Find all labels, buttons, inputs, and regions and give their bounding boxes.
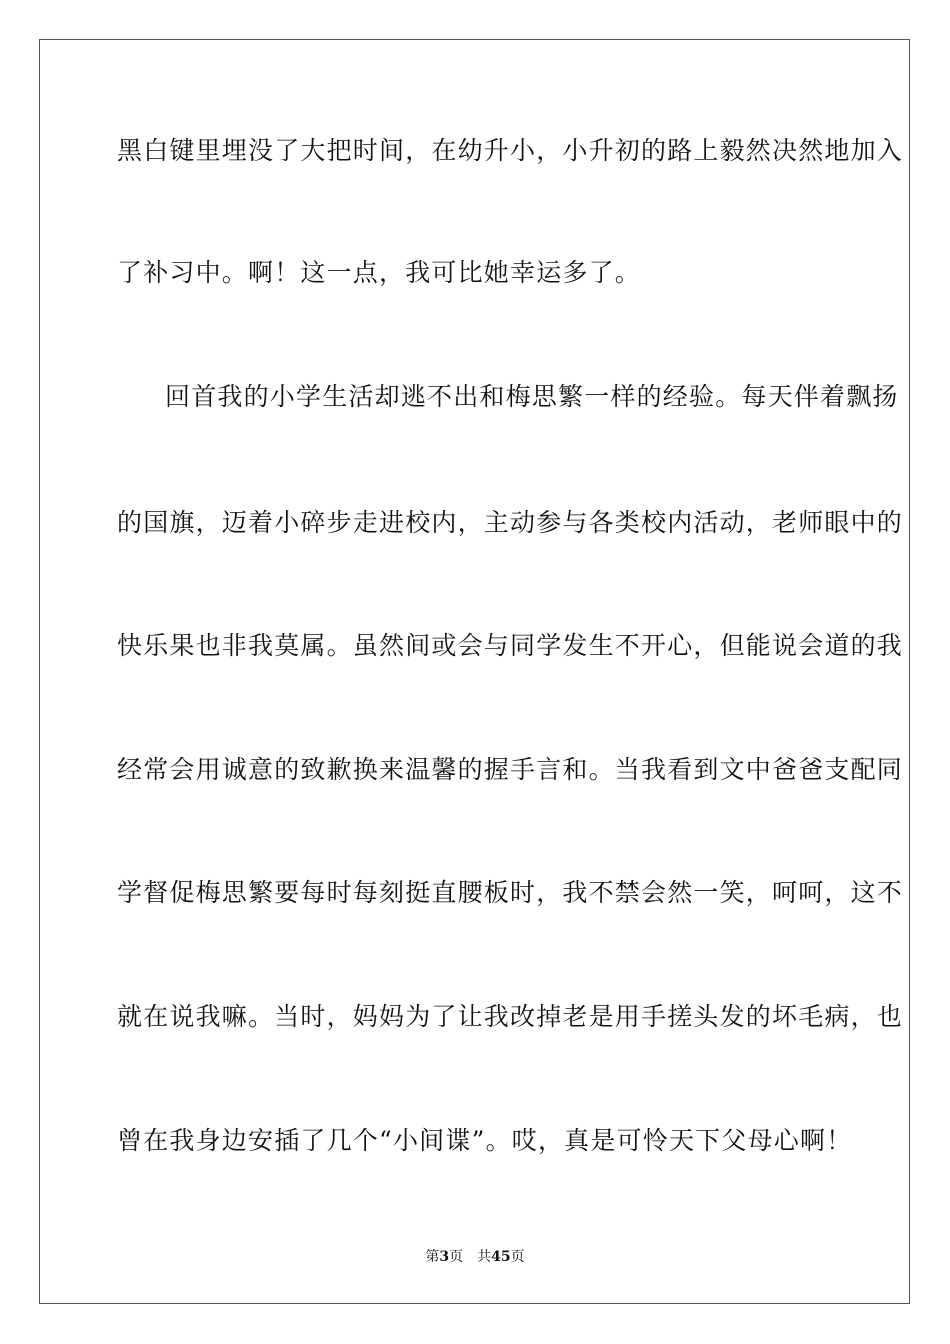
body-line-4: 的国旗，迈着小碎步走进校内，主动参与各类校内活动，老师眼中的 <box>117 508 904 537</box>
body-line-2: 了补习中。啊！这一点，我可比她幸运多了。 <box>117 258 642 287</box>
body-line-6: 经常会用诚意的致歉换来温馨的握手言和。当我看到文中爸爸支配同 <box>117 755 904 784</box>
body-line-7: 学督促梅思繁要每时每刻挺直腰板时，我不禁会然一笑，呵呵，这不 <box>117 878 904 907</box>
footer-total-suffix: 页 <box>510 1249 525 1265</box>
body-line-5: 快乐果也非我莫属。虽然间或会与同学发生不开心，但能说会道的我 <box>117 631 904 660</box>
page-footer <box>0 1248 950 1266</box>
footer-page-number: 3 <box>439 1249 450 1265</box>
page-border <box>39 39 910 1304</box>
body-line-8: 就在说我嘛。当时，妈妈为了让我改掉老是用手搓头发的坏毛病，也 <box>117 1002 904 1031</box>
footer-page-suffix: 页 <box>449 1249 464 1265</box>
body-line-3: 回首我的小学生活却逃不出和梅思繁一样的经验。每天伴着飘扬 <box>165 382 899 411</box>
footer-prefix: 第 <box>425 1249 440 1265</box>
footer-total-pages: 45 <box>491 1249 511 1265</box>
footer-total-prefix: 共 <box>477 1249 492 1265</box>
body-line-1: 黑白键里埋没了大把时间，在幼升小，小升初的路上毅然决然地加入 <box>117 136 904 165</box>
body-line-9: 曾在我身边安插了几个“小间谍”。哎，真是可怜天下父母心啊！ <box>117 1126 853 1155</box>
